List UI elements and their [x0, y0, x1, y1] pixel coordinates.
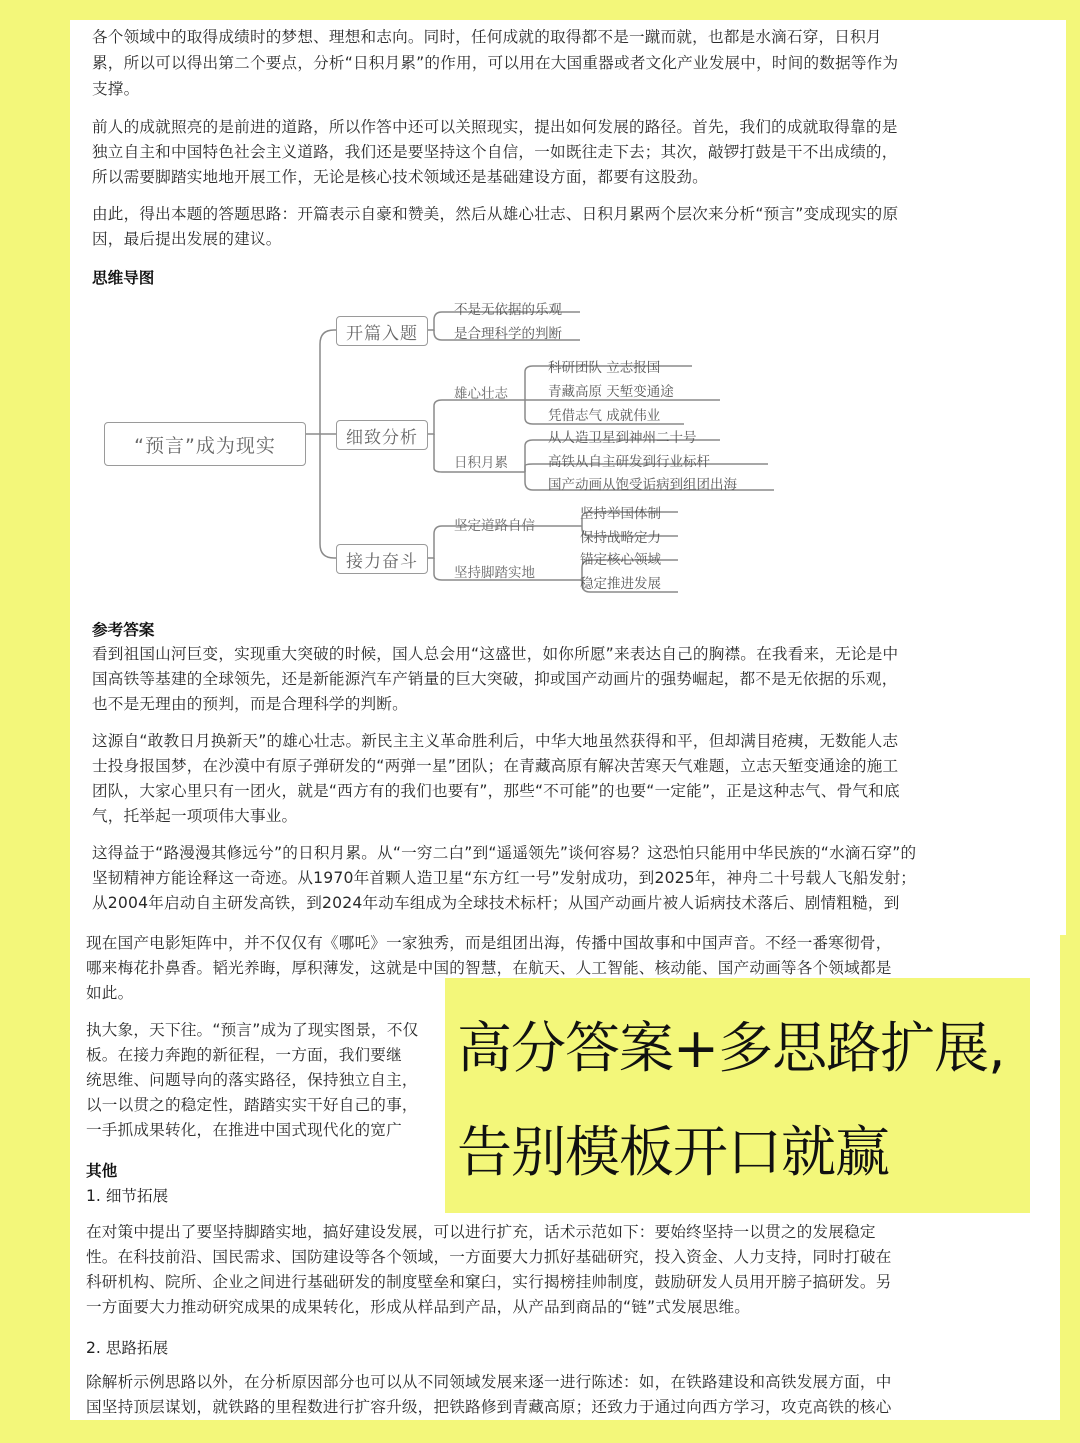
mindmap-leaf: 坚持举国体制: [580, 506, 661, 522]
intro-para3-line-2: 因，最后提出发展的建议。: [92, 230, 282, 248]
mindmap-sub-path-confidence: 坚定道路自信: [454, 518, 535, 534]
other-item1-line-3: 科研机构、院所、企业之间进行基础研发的制度壁垒和窠臼，实行揭榜挂帅制度，鼓励研发人员用开膀子搞研发。另: [86, 1273, 892, 1291]
mindmap-sub-down-to-earth: 坚持脚踏实地: [454, 565, 535, 581]
mindmap-leaf: 凭借志气 成就伟业: [548, 408, 661, 424]
other-item1-title: 1. 细节拓展: [86, 1187, 169, 1205]
mindmap-branch-analysis: 细致分析: [336, 420, 428, 450]
mindmap-leaf: 从人造卫星到神州二十号: [548, 430, 697, 446]
mindmap-leaf: 不是无依据的乐观: [454, 302, 562, 318]
mindmap-sub-accumulation: 日积月累: [454, 455, 508, 471]
answer-para3b-line-3: 如此。: [86, 984, 134, 1002]
mindmap-heading: 思维导图: [92, 269, 155, 287]
other-item2-line-1: 除解析示例思路以外，在分析原因部分也可以从不同领域发展来逐一进行陈述：如，在铁路建设和高铁发展方面，中: [86, 1373, 892, 1391]
mindmap-leaf: 保持战略定力: [580, 530, 661, 546]
answer-para3b-line-2: 哪来梅花扑鼻香。韬光养晦，厚积薄发，这就是中国的智慧，在航天、人工智能、核动能、国产动画等各个领域都是: [86, 959, 892, 977]
intro-line-3: 支撑。: [92, 80, 140, 98]
answer-para1-line-1: 看到祖国山河巨变，实现重大突破的时候，国人总会用“这盛世，如你所愿”来表达自己的胸襟。在我看来，无论是中: [92, 645, 899, 663]
promo-banner-line-2: 告别模板开口就赢: [457, 1120, 890, 1184]
other-item2-line-2: 国坚持顶层谋划，就铁路的里程数进行扩容升级，把铁路修到青藏高原；还致力于通过向西方学习，攻克高铁的核心: [86, 1398, 892, 1416]
promo-banner: [445, 978, 1030, 1213]
mindmap-leaf: 青藏高原 天堑变通途: [548, 384, 674, 400]
answer-para3-line-2: 坚韧精神方能诠释这一奇迹。从1970年首颗人造卫星“东方红一号”发射成功，到2025年，神舟二十号载人飞船发射；: [92, 869, 917, 887]
mindmap-leaf: 国产动画从饱受诟病到组团出海: [548, 477, 737, 493]
other-heading: 其他: [86, 1162, 118, 1180]
intro-para2-line-2: 独立自主和中国特色社会主义道路，我们还是要坚持这个自信，一如既往走下去；其次，敲锣打鼓是干不出成绩的，: [92, 143, 898, 161]
mindmap-leaf: 稳定推进发展: [580, 576, 661, 592]
answer-heading: 参考答案: [92, 621, 155, 639]
answer-para2-line-2: 士投身报国梦，在沙漠中有原子弹研发的“两弹一星”团队；在青藏高原有解决苦寒天气难题，立志天堑变通途的施工: [92, 757, 899, 775]
answer-para3b-line-1: 现在国产电影矩阵中，并不仅仅有《哪吒》一家独秀，而是组团出海，传播中国故事和中国声音。不经一番寒彻骨，: [86, 935, 892, 952]
mindmap-sub-ambition: 雄心壮志: [454, 386, 508, 402]
answer-para4-line-4: 以一以贯之的稳定性，踏踏实实干好自己的事，: [86, 1096, 418, 1114]
mindmap-root: “预言”成为现实: [104, 422, 306, 466]
mindmap-branch-relay: 接力奋斗: [336, 544, 428, 574]
other-item1-line-1: 在对策中提出了要坚持脚踏实地，搞好建设发展，可以进行扩充，话术示范如下：要始终坚持一以贯之的发展稳定: [86, 1223, 876, 1241]
document-page-top: [70, 20, 1066, 935]
mindmap-connectors: [70, 20, 1066, 620]
other-item1-line-4: 一方面要大力推动研究成果的成果转化，形成从样品到产品，从产品到商品的“链”式发展思维。: [86, 1298, 751, 1316]
mindmap-leaf: 锚定核心领域: [580, 552, 661, 568]
other-item2-title: 2. 思路拓展: [86, 1339, 169, 1357]
intro-para2-line-1: 前人的成就照亮的是前进的道路，所以作答中还可以关照现实，提出如何发展的路径。首先，我们的成就取得靠的是: [92, 118, 898, 136]
answer-para2-line-4: 气，托举起一项项伟大事业。: [92, 807, 298, 825]
intro-line-2: 累，所以可以得出第二个要点，分析“日积月累”的作用，可以用在大国重器或者文化产业发展中，时间的数据等作为: [92, 54, 899, 72]
mindmap-leaf: 是合理科学的判断: [454, 326, 562, 342]
mindmap-leaf: 科研团队 立志报国: [548, 360, 661, 376]
promo-banner-line-1: 高分答案+多思路扩展,: [457, 1016, 1005, 1080]
mindmap-branch-opening: 开篇入题: [336, 316, 428, 346]
answer-para4-line-1: 执大象，天下往。“预言”成为了现实图景，不仅: [86, 1021, 419, 1039]
answer-para3-line-1: 这得益于“路漫漫其修远兮”的日积月累。从“一穷二白”到“遥遥领先”谈何容易？这恐怕只能用中华民族的“水滴石穿”的: [92, 844, 917, 862]
intro-para3-line-1: 由此，得出本题的答题思路：开篇表示自豪和赞美，然后从雄心壮志、日积月累两个层次来分析“预言”变成现实的原: [92, 205, 899, 223]
mindmap-leaf: 高铁从自主研发到行业标杆: [548, 454, 710, 470]
answer-para2-line-3: 团队，大家心里只有一团火，就是“西方有的我们也要有”，那些“不可能”的也要“一定能”，正是这种志气、骨气和底: [92, 782, 900, 800]
intro-para2-line-3: 所以需要脚踏实地地开展工作，无论是核心技术领域还是基础建设方面，都要有这股劲。: [92, 168, 708, 186]
answer-para1-line-3: 也不是无理由的预判，而是合理科学的判断。: [92, 695, 408, 713]
answer-para4-line-2: 板。在接力奔跑的新征程，一方面，我们要继: [86, 1046, 402, 1064]
answer-para4-line-3: 统思维、问题导向的落实路径，保持独立自主，: [86, 1071, 418, 1089]
intro-line-1: 各个领域中的取得成绩时的梦想、理想和志向。同时，任何成就的取得都不是一蹴而就，也都是水滴石穿，日积月: [92, 28, 882, 46]
other-item1-line-2: 性。在科技前沿、国民需求、国防建设等各个领域，一方面要大力抓好基础研究，投入资金、人力支持，同时打破在: [86, 1248, 892, 1266]
answer-para4-line-5: 一手抓成果转化，在推进中国式现代化的宽广: [86, 1121, 402, 1139]
answer-para3-line-3: 从2004年启动自主研发高铁，到2024年动车组成为全球技术标杆；从国产动画片被人诟病技术落后、剧情粗糙，到: [92, 894, 900, 912]
answer-para2-line-1: 这源自“敢教日月换新天”的雄心壮志。新民主主义革命胜利后，中华大地虽然获得和平，但却满目疮痍，无数能人志: [92, 732, 899, 750]
mindmap: [70, 20, 1066, 620]
answer-para1-line-2: 国高铁等基建的全球领先，还是新能源汽车产销量的巨大突破，抑或国产动画片的强势崛起，都不是无依据的乐观，: [92, 670, 898, 688]
